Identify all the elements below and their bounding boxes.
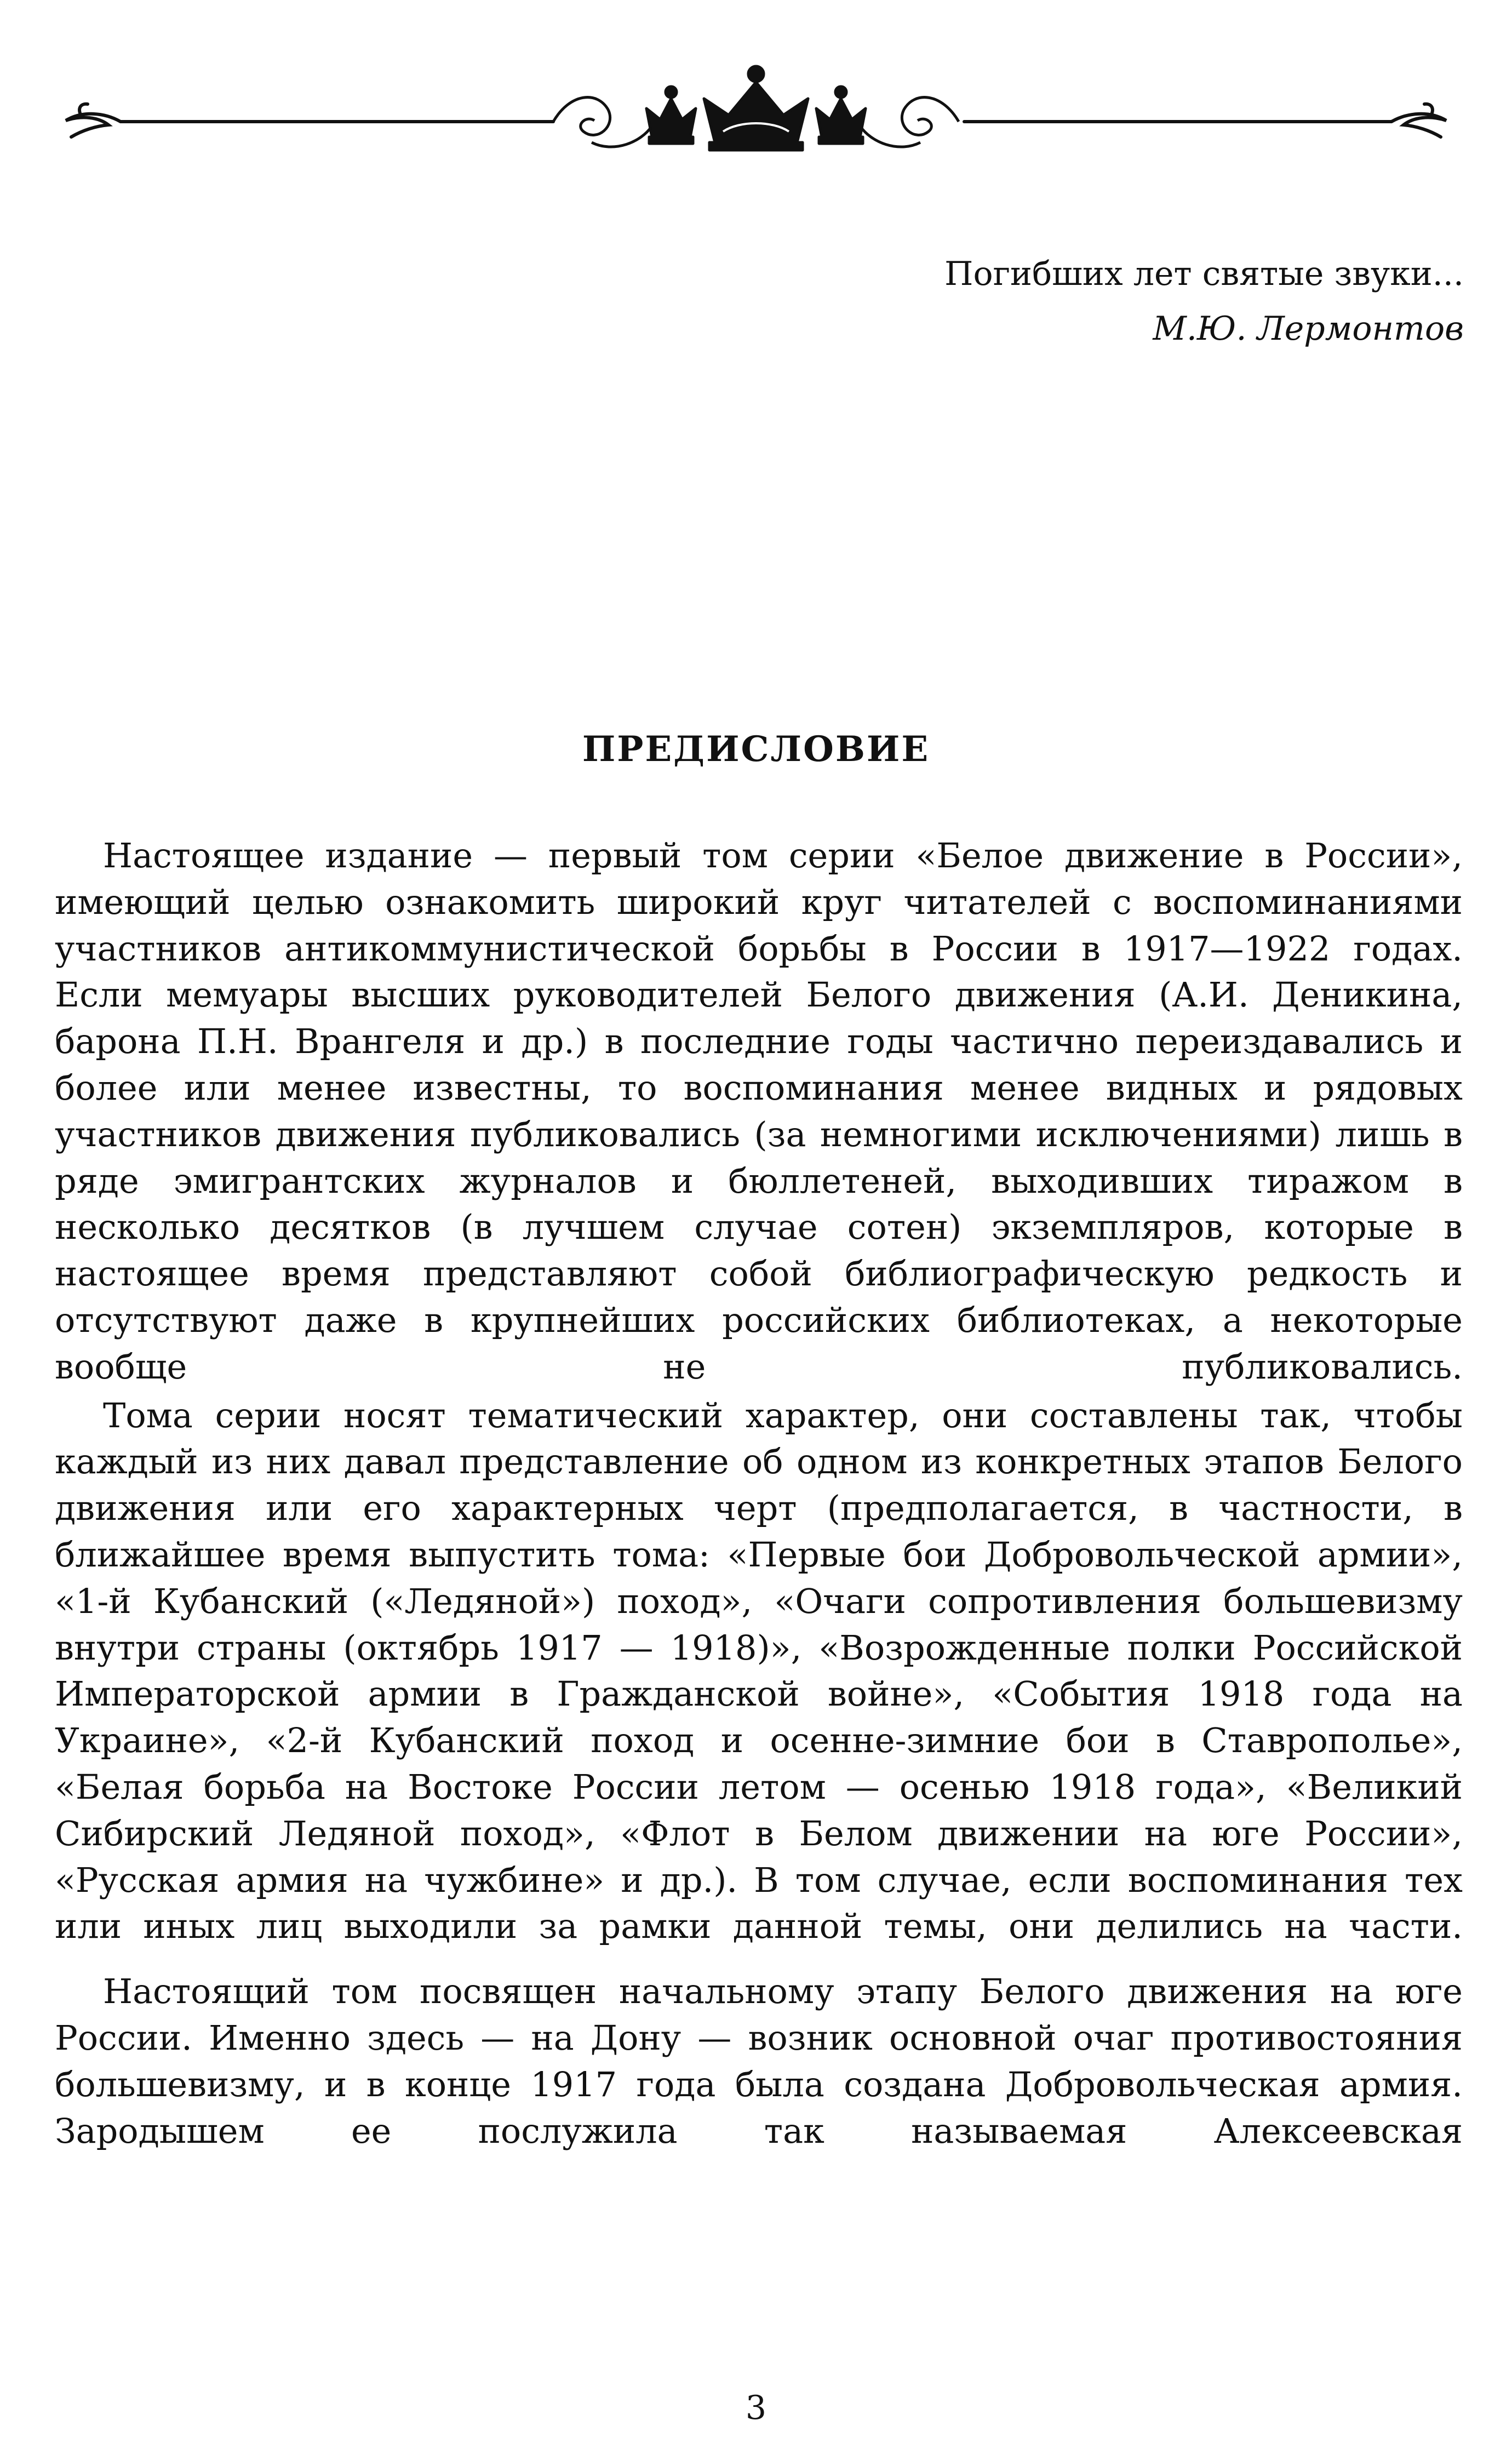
epigraph (697, 247, 1464, 356)
page-number: 3 (745, 2389, 767, 2427)
body-text (55, 833, 1463, 2154)
paragraph: Настоящий том посвящен начальному этапу Белого движения на юге России. Именно здесь — на Дону — возник основной очаг противостояния большевизму, и в конце 1917 года была создана Добровольческая армия. Зародышем ее послужила так называемая Алексеевская (55, 1971, 1463, 2151)
paragraph: Тома серии носят тематический характер, они составлены так, чтобы каждый из них давал представление об одном из конкретных этапов Белого движения или его характерных черт (предполагается, в частности, в ближайшее время выпустить тома: «Первые бои Добровольческой армии», «1-й Кубанский («Ледяной») поход», «Очаги сопротивления большевизму внутри страны (октябрь 1917 — 1918)», «Возрожденные полки Российской Императорской армии в Гражданской войне», «События 1918 года на Украине», «2-й Кубанский поход и осенне-зимние бои в Ставрополье», «Белая борьба на Востоке России летом — осенью 1918 года», «Великий Сибирский Ледяной поход», «Флот в Белом движении на юге России», «Русская армия на чужбине» и др.). В том случае, если воспоминания тех или иных лиц выходили за рамки данной темы, они делились на части. (55, 1395, 1463, 1947)
epigraph-quote: Погибших лет святые звуки... (944, 255, 1464, 293)
header-ornament (44, 60, 1468, 159)
epigraph-author: М.Ю. Лермонтов (1153, 310, 1464, 348)
page-title: ПРЕДИСЛОВИЕ (582, 729, 930, 770)
paragraph: Настоящее издание — первый том серии «Белое движение в России», имеющий целью ознакомить широкий круг читателей с воспоминаниями участников антикоммунистической борьбы в России в 1917—1922 годах. Если мемуары высших руководителей Белого движения (А.И. Деникина, барона П.Н. Врангеля и др.) в последние годы частично переиздавались и более или менее известны, то воспоминания менее видных и рядовых участников движения публиковались (за немногими исключениями) лишь в ряде эмигрантских журналов и бюллетеней, выходивших тиражом в несколько десятков (в лучшем случае сотен) экземпляров, которые в настоящее время представляют собой библиографическую редкость и отсутствуют даже в крупнейших российских библиотеках, а некоторые вообще не публиковались. (55, 836, 1463, 1387)
